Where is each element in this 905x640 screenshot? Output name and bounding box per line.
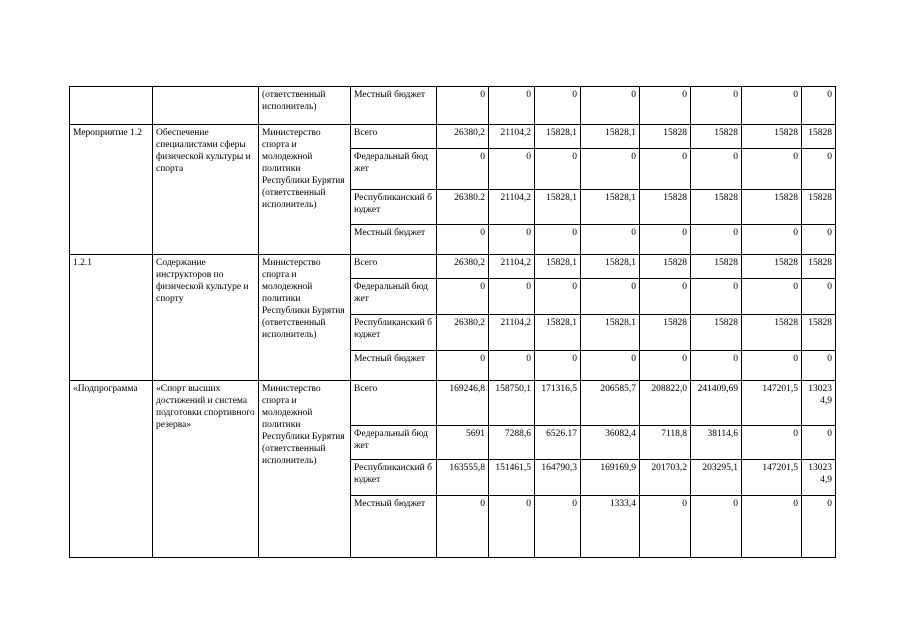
- value-cell: 0: [640, 351, 691, 381]
- funding-source-cell: Местный бюджет: [351, 496, 437, 558]
- value-cell: 0: [802, 225, 836, 255]
- value-cell: 0: [437, 496, 489, 558]
- value-cell: 0: [691, 225, 742, 255]
- value-cell: 0: [489, 496, 535, 558]
- value-cell: 201703,2: [640, 460, 691, 496]
- value-cell: 0: [581, 351, 640, 381]
- budget-table: [69, 86, 836, 558]
- responsible-cell: (ответственный исполнитель): [259, 87, 351, 125]
- program-name-cell: [153, 87, 259, 125]
- value-cell: 15828: [742, 190, 802, 225]
- value-cell: 0: [489, 351, 535, 381]
- program-id-cell: Мероприятие 1.2: [70, 125, 153, 255]
- value-cell: 15828,1: [535, 125, 581, 149]
- funding-source-cell: Местный бюджет: [351, 87, 437, 125]
- table-row: [70, 125, 836, 149]
- funding-source-cell: Федеральный бюджет: [351, 279, 437, 315]
- table-row: [70, 87, 836, 125]
- value-cell: 0: [742, 351, 802, 381]
- value-cell: 0: [802, 426, 836, 460]
- value-cell: 147201,5: [742, 460, 802, 496]
- funding-source-cell: Всего: [351, 381, 437, 426]
- value-cell: 147201,5: [742, 381, 802, 426]
- value-cell: 0: [581, 279, 640, 315]
- value-cell: 0: [742, 426, 802, 460]
- value-cell: 0: [535, 351, 581, 381]
- value-cell: 0: [489, 149, 535, 190]
- value-cell: 0: [691, 87, 742, 125]
- value-cell: 0: [437, 87, 489, 125]
- value-cell: 0: [691, 351, 742, 381]
- value-cell: 0: [640, 279, 691, 315]
- value-cell: 15828: [802, 315, 836, 351]
- value-cell: 26380,2: [437, 255, 489, 279]
- value-cell: 15828: [742, 125, 802, 149]
- value-cell: 0: [640, 496, 691, 558]
- value-cell: 0: [535, 225, 581, 255]
- value-cell: 21104,2: [489, 255, 535, 279]
- value-cell: 26380,2: [437, 125, 489, 149]
- value-cell: 208822,0: [640, 381, 691, 426]
- value-cell: 0: [535, 87, 581, 125]
- value-cell: 171316,5: [535, 381, 581, 426]
- value-cell: 0: [802, 279, 836, 315]
- value-cell: 26380.2: [437, 190, 489, 225]
- value-cell: 15828,1: [535, 255, 581, 279]
- value-cell: 21104,2: [489, 125, 535, 149]
- value-cell: 0: [802, 87, 836, 125]
- responsible-cell: Министерство спорта и молодежной политики Республики Бурятия (ответственный исполнитель): [259, 255, 351, 381]
- value-cell: 169169,9: [581, 460, 640, 496]
- value-cell: 21104,2: [489, 190, 535, 225]
- value-cell: 0: [802, 351, 836, 381]
- value-cell: 15828: [742, 255, 802, 279]
- value-cell: 0: [581, 87, 640, 125]
- responsible-cell: Министерство спорта и молодежной политики Республики Бурятия (ответственный исполнитель): [259, 381, 351, 558]
- program-name-cell: «Спорт высших достижений и система подготовки спортивного резерва»: [153, 381, 259, 558]
- value-cell: 15828: [640, 315, 691, 351]
- value-cell: 15828: [691, 315, 742, 351]
- value-cell: 0: [640, 225, 691, 255]
- value-cell: 15828: [742, 315, 802, 351]
- value-cell: 163555,8: [437, 460, 489, 496]
- value-cell: 0: [742, 87, 802, 125]
- program-name-cell: Содержание инструкторов по физической культуре и спорту: [153, 255, 259, 381]
- value-cell: 0: [802, 149, 836, 190]
- program-id-cell: 1.2.1: [70, 255, 153, 381]
- table-row: [70, 381, 836, 426]
- value-cell: 0: [742, 149, 802, 190]
- value-cell: 7118,8: [640, 426, 691, 460]
- value-cell: 15828,1: [581, 190, 640, 225]
- value-cell: 0: [437, 351, 489, 381]
- value-cell: 0: [742, 225, 802, 255]
- value-cell: 21104,2: [489, 315, 535, 351]
- program-name-cell: Обеспечение специалистами сферы физической культуры и спорта: [153, 125, 259, 255]
- value-cell: 0: [691, 279, 742, 315]
- funding-source-cell: Местный бюджет: [351, 351, 437, 381]
- value-cell: 15828: [802, 190, 836, 225]
- value-cell: 15828,1: [535, 190, 581, 225]
- value-cell: 203295,1: [691, 460, 742, 496]
- value-cell: 0: [437, 149, 489, 190]
- value-cell: 15828: [691, 125, 742, 149]
- value-cell: 0: [742, 496, 802, 558]
- value-cell: 241409,69: [691, 381, 742, 426]
- value-cell: 1333,4: [581, 496, 640, 558]
- value-cell: 36082,4: [581, 426, 640, 460]
- value-cell: 15828,1: [581, 315, 640, 351]
- value-cell: 6526.17: [535, 426, 581, 460]
- value-cell: 15828,1: [581, 125, 640, 149]
- value-cell: 15828: [640, 125, 691, 149]
- value-cell: 15828: [691, 190, 742, 225]
- value-cell: 0: [489, 225, 535, 255]
- funding-source-cell: Республиканский бюджет: [351, 190, 437, 225]
- value-cell: 130234,9: [802, 381, 836, 426]
- value-cell: 15828,1: [581, 255, 640, 279]
- value-cell: 0: [535, 496, 581, 558]
- funding-source-cell: Федеральный бюджет: [351, 426, 437, 460]
- value-cell: 15828: [640, 255, 691, 279]
- funding-source-cell: Республиканский бюджет: [351, 460, 437, 496]
- value-cell: 0: [581, 149, 640, 190]
- value-cell: 7288,6: [489, 426, 535, 460]
- funding-source-cell: Всего: [351, 125, 437, 149]
- responsible-cell: Министерство спорта и молодежной политики Республики Бурятия (ответственный исполнитель): [259, 125, 351, 255]
- value-cell: 164790,3: [535, 460, 581, 496]
- value-cell: 130234,9: [802, 460, 836, 496]
- value-cell: 0: [437, 225, 489, 255]
- value-cell: 0: [489, 279, 535, 315]
- value-cell: 0: [742, 279, 802, 315]
- budget-table-body: [70, 87, 836, 558]
- value-cell: 158750,1: [489, 381, 535, 426]
- value-cell: 38114,6: [691, 426, 742, 460]
- funding-source-cell: Всего: [351, 255, 437, 279]
- value-cell: 0: [535, 279, 581, 315]
- value-cell: 0: [640, 87, 691, 125]
- value-cell: 15828,1: [535, 315, 581, 351]
- table-row: [70, 255, 836, 279]
- value-cell: 0: [535, 149, 581, 190]
- value-cell: 5691: [437, 426, 489, 460]
- value-cell: 0: [640, 149, 691, 190]
- funding-source-cell: Федеральный бюджет: [351, 149, 437, 190]
- value-cell: 15828: [802, 125, 836, 149]
- funding-source-cell: Местный бюджет: [351, 225, 437, 255]
- value-cell: 26380,2: [437, 315, 489, 351]
- value-cell: 0: [691, 149, 742, 190]
- value-cell: 0: [691, 496, 742, 558]
- value-cell: 0: [581, 225, 640, 255]
- program-id-cell: «Подпрограмма: [70, 381, 153, 558]
- value-cell: 169246,8: [437, 381, 489, 426]
- value-cell: 15828: [802, 255, 836, 279]
- funding-source-cell: Республиканский бюджет: [351, 315, 437, 351]
- value-cell: 0: [489, 87, 535, 125]
- program-id-cell: [70, 87, 153, 125]
- value-cell: 0: [802, 496, 836, 558]
- value-cell: 0: [437, 279, 489, 315]
- value-cell: 15828: [691, 255, 742, 279]
- value-cell: 15828: [640, 190, 691, 225]
- value-cell: 151461,5: [489, 460, 535, 496]
- value-cell: 206585,7: [581, 381, 640, 426]
